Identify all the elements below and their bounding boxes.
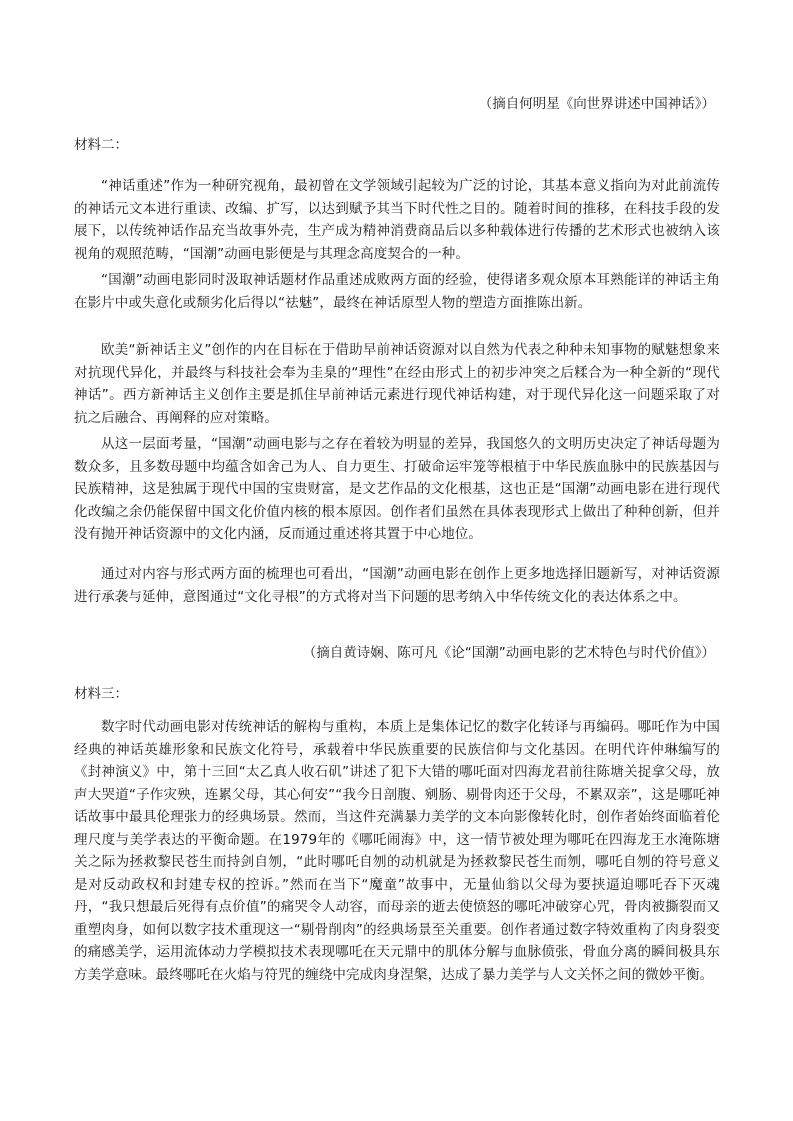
paragraph: 通过对内容与形式两方面的梳理也可看出，“国潮”动画电影在创作上更多地选择旧题新写，对神话资源进行承袭与延伸，意图通过“文化寻根”的方式将对当下问题的思考纳入中华传统文化的表达体系之中。 (74, 566, 720, 605)
paragraph: “神话重述”作为一种研究视角，最初曾在文学领域引起较为广泛的讨论，其基本意义指向为对此前流传的神话元文本进行重读、改编、扩写，以达到赋予其当下时代性之目的。随着时间的推移，在科技手段的发展下，以传统神话作品充当故事外壳，生产成为精神消费商品后以多种载体进行传播的艺术形式也被纳入该视角的观照范畴，“国潮”动画电影便是与其理念高度契合的一种。 (74, 178, 720, 262)
citation-source-1: （摘自何明星《向世界讲述中国神话》） (478, 96, 715, 112)
paragraph: 数字时代动画电影对传统神话的解构与重构，本质上是集体记忆的数字化转译与再编码。哪吒作为中国经典的神话英雄形象和民族文化符号，承载着中华民族重要的民族信仰与文化基因。在明代许仲琳编写的《封神演义》中，第十三回“太乙真人收石矶”讲述了犯下大错的哪吒面对四海龙君前往陈塘关捉拿父母，放声大哭道“子作灾殃，连累父母，其心何安”“我今日剖腹、剜肠、剔骨肉还于父母，不累双亲”，这是哪吒神话故事中最具伦理张力的经典场景。然而，当这件充满暴力美学的文本向影像转化时，创作者始终面临着伦理尺度与美学表达的平衡命题。在1979年的《哪吒闹海》中，这一情节被处理为哪吒在四海龙王水淹陈塘关之际为拯救黎民苍生而持剑自刎，“此时哪吒自刎的动机就是为拯救黎民苍生而刎，哪吒自刎的符号意义是对反动政权和封建专权的控诉。”然而在当下“魔童”故事中，无量仙翁以父母为要挟逼迫哪吒吞下灭魂丹，“我只想最后死得有点价值”的痛哭令人动容，而母亲的逝去使愤怒的哪吒冲破穿心咒，骨肉被撕裂而又重塑肉身，如何以数字技术重现这一“剔骨削肉”的经典场景至关重要。创作者通过数字特效重构了肉身裂变的痛感美学，运用流体动力学模拟技术表现哪吒在天元鼎中的肌体分解与血脉偾张，骨血分离的瞬间极具东方美学意味。最终哪吒在火焰与符咒的缠绕中完成肉身涅槃，达成了暴力美学与人文关怀之间的微妙平衡。 (74, 719, 720, 983)
section-heading-material-2: 材料二： (74, 137, 128, 153)
paragraph: 从这一层面考量，“国潮”动画电影与之存在着较为明显的差异，我国悠久的文明历史决定了神话母题为数众多，且多数母题中均蕴含如舍己为人、自力更生、打破命运牢笼等根植于中华民族血脉中的民族基因与民族精神，这是独属于现代中国的宝贵财富，是文艺作品的文化根基，这也正是“国潮”动画电影在进行现代化改编之余仍能保留中国文化价值内核的根本原因。创作者们虽然在具体表现形式上做出了种种创新，但并没有抛开神话资源中的文化内涵，反而通过重述将其置于中心地位。 (74, 436, 720, 542)
paragraph: 欧美“新神话主义”创作的内在目标在于借助早前神话资源对以自然为代表之种种未知事物的赋魅想象来对抗现代异化，并最终与科技社会奉为圭臬的“理性”在经由形式上的初步冲突之后糅合为一种全新的“现代神话”。西方新神话主义创作主要是抓住早前神话元素进行现代神话构建，对于现代异化这一问题采取了对抗之后融合、再阐释的应对策略。 (74, 342, 720, 426)
section-heading-material-3: 材料三： (74, 686, 128, 702)
paragraph: “国潮”动画电影同时汲取神话题材作品重述成败两方面的经验，使得诸多观众原本耳熟能详的神话主角在影片中或失意化或颓劣化后得以“祛魅”，最终在神话原型人物的塑造方面推陈出新。 (74, 272, 720, 311)
citation-source-2: （摘自黄诗娴、陈可凡《论“国潮”动画电影的艺术特色与时代价值》） (302, 645, 715, 661)
